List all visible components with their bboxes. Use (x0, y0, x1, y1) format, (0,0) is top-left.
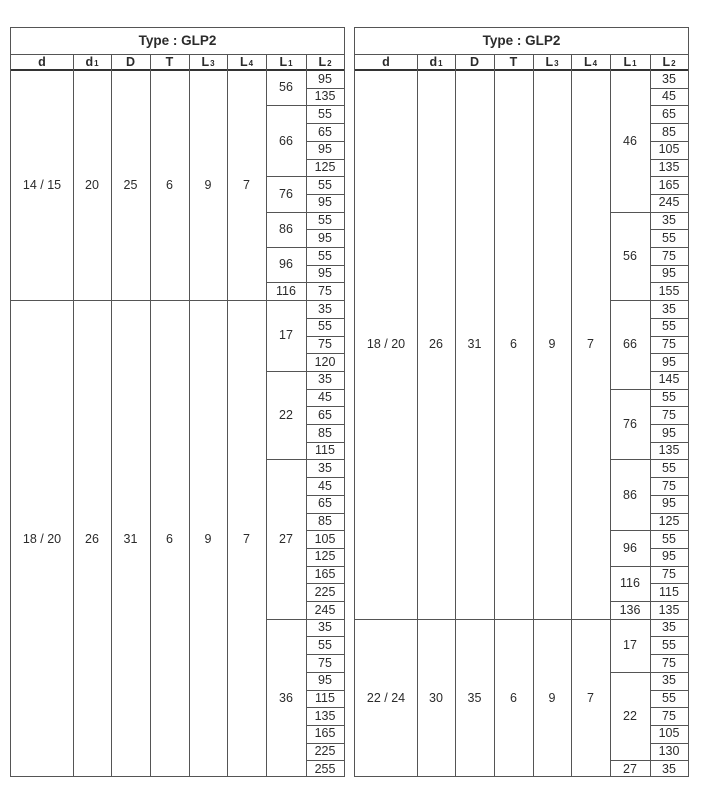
cell-L2: 225 (314, 744, 336, 759)
cell-L2: 65 (318, 407, 332, 422)
cell-L2: 75 (318, 655, 332, 670)
cell-L2: 35 (662, 761, 676, 776)
cell-L2: 35 (318, 301, 332, 316)
cell-L1: 86 (623, 487, 637, 502)
cell-L2: 255 (314, 761, 336, 776)
column-header-L1 (610, 54, 650, 70)
cell-L1: 96 (279, 257, 293, 272)
cell-L2: 95 (318, 195, 332, 210)
cell-L2: 245 (314, 602, 336, 617)
column-header-d1 (417, 54, 455, 70)
header-subscript: 1 (438, 59, 443, 68)
cell-L2: 35 (318, 620, 332, 635)
header-symbol: D (469, 54, 480, 69)
cell-L2: 55 (318, 319, 332, 334)
cell-L2: 65 (662, 106, 676, 121)
cell-d1: 30 (429, 691, 443, 706)
cell-L2: 35 (662, 213, 676, 228)
column-header-d (355, 54, 417, 70)
header-symbol: L (201, 54, 210, 69)
column-header-D (111, 54, 150, 70)
cell-L2: 85 (318, 514, 332, 529)
cell-L2: 35 (318, 460, 332, 475)
cell-L2: 95 (662, 266, 676, 281)
cell-L2: 55 (662, 637, 676, 652)
cell-L1: 22 (279, 407, 293, 422)
cell-L2: 95 (318, 230, 332, 245)
cell-L2: 135 (314, 89, 336, 104)
cell-L2: 145 (658, 372, 680, 387)
cell-d1: 26 (429, 337, 443, 352)
cell-L2: 115 (315, 443, 335, 458)
cell-L1: 76 (623, 416, 637, 431)
cell-L2: 85 (662, 124, 676, 139)
cell-L1: 116 (620, 576, 640, 591)
header-subscript: 1 (288, 59, 293, 68)
cell-L2: 65 (318, 124, 332, 139)
cell-L1: 56 (623, 248, 637, 263)
cell-L2: 135 (314, 708, 336, 723)
cell-L2: 105 (314, 531, 336, 546)
header-symbol: d (85, 54, 94, 69)
cell-L1: 66 (623, 337, 637, 352)
header-symbol: T (165, 54, 174, 69)
left-spec-table (10, 27, 345, 777)
cell-L4: 7 (243, 531, 250, 546)
header-subscript: 2 (671, 59, 676, 68)
header-symbol: L (318, 54, 327, 69)
cell-L2: 35 (662, 673, 676, 688)
cell-L2: 55 (662, 390, 676, 405)
header-symbol: L (545, 54, 554, 69)
cell-D: 35 (467, 691, 482, 706)
header-symbol: D (125, 54, 136, 69)
column-header-L1 (266, 54, 306, 70)
cell-L1: 27 (279, 531, 293, 546)
cell-L2: 55 (662, 531, 676, 546)
header-symbol: L (583, 54, 592, 69)
header-symbol: d (429, 54, 438, 69)
cell-L2: 35 (662, 71, 676, 86)
cell-L2: 35 (318, 372, 332, 387)
column-header-d1 (73, 54, 111, 70)
cell-L1: 46 (623, 133, 637, 148)
cell-L2: 55 (662, 460, 676, 475)
column-header-L2 (306, 54, 344, 70)
cell-L2: 125 (314, 549, 336, 564)
cell-L3: 9 (204, 531, 212, 546)
cell-L2: 75 (662, 407, 676, 422)
cell-L1: 17 (623, 637, 637, 652)
cell-L2: 155 (658, 283, 680, 298)
cell-L2: 245 (658, 195, 680, 210)
cell-L2: 95 (662, 425, 676, 440)
header-subscript: 3 (210, 59, 215, 68)
column-header-T (150, 54, 189, 70)
cell-L2: 75 (662, 248, 676, 263)
cell-L1: 56 (279, 80, 293, 95)
cell-L2: 165 (314, 726, 336, 741)
cell-L1: 27 (623, 761, 637, 776)
table-title: Type : GLP2 (138, 33, 217, 49)
cell-d: 18 / 20 (22, 531, 62, 546)
cell-L2: 225 (314, 584, 336, 599)
cell-L2: 45 (318, 478, 332, 493)
cell-L2: 125 (314, 160, 336, 175)
cell-L2: 55 (318, 177, 332, 192)
cell-L2: 45 (318, 390, 332, 405)
cell-d: 14 / 15 (22, 177, 62, 192)
cell-L4: 7 (587, 691, 594, 706)
cell-L2: 135 (658, 443, 680, 458)
column-header-L2 (650, 54, 688, 70)
cell-L2: 55 (318, 637, 332, 652)
header-symbol: L (239, 54, 248, 69)
cell-L2: 165 (658, 177, 680, 192)
header-symbol: L (623, 54, 632, 69)
cell-L2: 95 (662, 354, 676, 369)
cell-L2: 115 (315, 691, 335, 706)
cell-L2: 105 (658, 726, 680, 741)
cell-L2: 120 (314, 354, 336, 369)
cell-d1: 20 (85, 177, 99, 192)
cell-L2: 95 (318, 71, 332, 86)
column-header-L3 (189, 54, 227, 70)
column-header-T (494, 54, 533, 70)
cell-L1: 36 (279, 691, 293, 706)
cell-L2: 165 (314, 567, 336, 582)
table-title: Type : GLP2 (482, 33, 561, 49)
cell-L2: 55 (662, 319, 676, 334)
header-subscript: 4 (248, 59, 254, 68)
cell-L2: 135 (658, 160, 680, 175)
column-header-L4 (227, 54, 266, 70)
cell-T: 6 (166, 531, 173, 546)
header-symbol: T (509, 54, 518, 69)
cell-L1: 66 (279, 133, 293, 148)
cell-L1: 136 (619, 602, 641, 617)
cell-L4: 7 (587, 337, 594, 352)
header-subscript: 1 (94, 59, 99, 68)
cell-L2: 75 (662, 337, 676, 352)
cell-D: 25 (123, 177, 138, 192)
cell-L2: 115 (659, 584, 679, 599)
header-subscript: 4 (592, 59, 598, 68)
header-symbol: L (662, 54, 671, 69)
column-header-D (455, 54, 494, 70)
cell-L2: 55 (318, 248, 332, 263)
header-symbol: d (38, 54, 46, 69)
cell-L2: 75 (318, 337, 332, 352)
cell-d1: 26 (85, 531, 99, 546)
cell-L2: 95 (318, 266, 332, 281)
cell-L2: 85 (318, 425, 332, 440)
cell-L2: 75 (662, 478, 676, 493)
cell-T: 6 (166, 177, 173, 192)
cell-L1: 22 (623, 708, 637, 723)
cell-L2: 55 (318, 106, 332, 121)
cell-L2: 55 (662, 230, 676, 245)
cell-L2: 75 (662, 655, 676, 670)
cell-L2: 95 (662, 549, 676, 564)
cell-T: 6 (510, 691, 517, 706)
cell-L1: 96 (623, 540, 637, 555)
cell-L2: 130 (658, 744, 680, 759)
cell-L3: 9 (204, 177, 212, 192)
column-header-L3 (533, 54, 571, 70)
cell-L2: 45 (662, 89, 676, 104)
header-symbol: L (279, 54, 288, 69)
cell-D: 31 (467, 337, 482, 352)
column-header-d (11, 54, 73, 70)
cell-d: 22 / 24 (366, 691, 406, 706)
cell-L3: 9 (548, 337, 556, 352)
cell-L2: 105 (658, 142, 680, 157)
cell-L2: 75 (662, 708, 676, 723)
cell-L2: 35 (662, 620, 676, 635)
cell-L2: 95 (662, 496, 676, 511)
cell-L4: 7 (243, 177, 250, 192)
cell-L2: 95 (318, 673, 332, 688)
cell-L2: 75 (318, 283, 332, 298)
cell-L1: 76 (279, 186, 293, 201)
cell-L3: 9 (548, 691, 556, 706)
column-header-L4 (571, 54, 610, 70)
header-subscript: 1 (632, 59, 637, 68)
header-subscript: 3 (554, 59, 559, 68)
cell-L2: 65 (318, 496, 332, 511)
cell-L2: 95 (318, 142, 332, 157)
cell-L2: 75 (662, 567, 676, 582)
header-subscript: 2 (327, 59, 332, 68)
cell-d: 18 / 20 (366, 337, 406, 352)
cell-L2: 55 (318, 213, 332, 228)
cell-L1: 86 (279, 222, 293, 237)
right-spec-table (354, 27, 689, 777)
cell-T: 6 (510, 337, 517, 352)
cell-L2: 125 (658, 514, 680, 529)
header-symbol: d (382, 54, 390, 69)
cell-L1: 116 (276, 283, 296, 298)
cell-L2: 55 (662, 691, 676, 706)
cell-D: 31 (123, 531, 138, 546)
cell-L2: 35 (662, 301, 676, 316)
cell-L1: 17 (279, 328, 293, 343)
cell-L2: 135 (658, 602, 680, 617)
